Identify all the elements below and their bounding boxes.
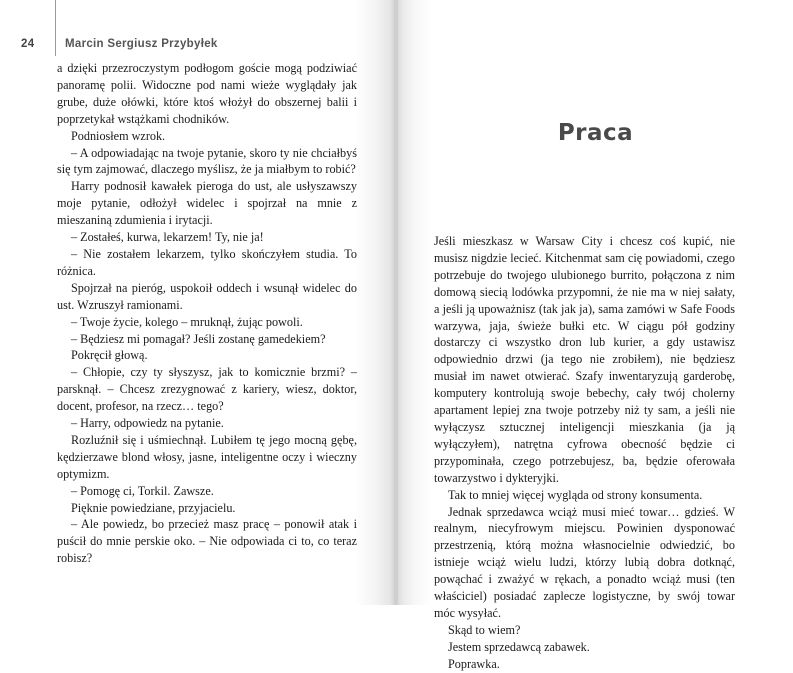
paragraph: – Ale powiedz, bo przecież masz pracę – ponowił atak i puścił do mnie perskie oko. – Nie odpowiada ci to, co teraz robisz?: [57, 517, 357, 566]
paragraph: – Zostałeś, kurwa, lekarzem! Ty, nie ja!: [71, 230, 264, 245]
paragraph: Poprawka.: [448, 656, 500, 671]
paragraph: Harry podnosił kawałek pieroga do ust, ale usłyszawszy moje pytanie, odłożył widelec i spojrzał na mnie z mieszaniną zdumienia i irytacji.: [57, 179, 357, 228]
paragraph: Jednak sprzedawca wciąż musi mieć towar… gdzieś. W realnym, niecyfrowym miejscu. Powinien dysponować przestrzenią, którą można własnocielnie odwiedzić, bo istnieje wciąż wielu ludzi, którzy lubią dobra dotknąć, powąchać i zważyć w rękach, a ponadto wciąż musi (ten właściciel) posiadać zaplecze logistyczne, by swój towar móc wysyłać.: [434, 504, 735, 620]
paragraph: Skąd to wiem?: [448, 622, 521, 637]
paragraph: Pokręcił głową.: [71, 348, 148, 363]
paragraph: – Twoje życie, kolego – mruknął, żując powoli.: [71, 314, 303, 329]
paragraph: Jestem sprzedawcą zabawek.: [448, 639, 590, 654]
page-number: 24: [21, 38, 35, 50]
paragraph: Podniosłem wzrok.: [71, 128, 166, 143]
paragraph: – A odpowiadając na twoje pytanie, skoro ty nie chciałbyś się tym zajmować, dlaczego myślisz, że ja miałbym to robić?: [57, 145, 357, 177]
left-page: [0, 0, 394, 605]
paragraph: Rozluźnił się i uśmiechnął. Lubiłem tę jego mocną gębę, kędzierzawe blond włosy, jasne, inteligentne oczy i wieczny optymizm.: [57, 432, 357, 481]
paragraph: – Nie zostałem lekarzem, tylko skończyłem studia. To różnica.: [57, 246, 357, 278]
right-body-text: [434, 233, 735, 673]
paragraph: Tak to mniej więcej wygląda od strony konsumenta.: [448, 487, 703, 502]
paragraph: Pięknie powiedziane, przyjacielu.: [71, 500, 236, 515]
paragraph: – Chłopie, czy ty słyszysz, jak to komicznie brzmi? – parsknął. – Chcesz zrezygnować z kariery, wiesz, doktor, docent, profesor, na rzecz… tego?: [57, 365, 357, 414]
paragraph: Jeśli mieszkasz w Warsaw City i chcesz coś kupić, nie musisz nigdzie lecieć. Kitchenmat sam cię powiadomi, czego potrzebuje do twojego ulubionego burrito, połączona z nim domową siecią lodówka przypomni, że nie ma w niej sałaty, a jeśli ją upoważnisz (tak jak ja), sama zamówi w Safe Foods warzywa, jaja, świeże bułki etc. W ciągu pół godziny dostarczy ci wszystko dron lub kurier, a gdy ustawisz odpowiednio drzwi (ja tego nie zrobiłem), nie będziesz musiał im nawet otwierać. Szafy inwentaryzują garderobę, komputery kontrolują swoje bebechy, cały twój cholerny apartament lepiej zna twoje potrzeby niż ty sam, a jeśli nie wyłączysz sztucznej inteligencji mieszkania (ja ją wyłączyłem), natrętna cyfrowa obecność będzie ci przypominała, czego potrzebujesz, ba, będzie oferowała towarzystwo i dykteryjki.: [434, 234, 735, 485]
left-body-text: [57, 60, 357, 567]
paragraph: – Będziesz mi pomagał? Jeśli zostanę gamedekiem?: [71, 331, 326, 346]
paragraph: – Harry, odpowiedz na pytanie.: [71, 416, 224, 431]
paragraph: Spojrzał na pieróg, uspokoił oddech i wsunął widelec do ust. Wzruszył ramionami.: [57, 280, 357, 312]
paragraph: – Pomogę ci, Torkil. Zawsze.: [71, 483, 214, 498]
running-head-author: Marcin Sergiusz Przybyłek: [65, 38, 218, 50]
paragraph: a dzięki przezroczystym podłogom goście mogą podziwiać panoramę polii. Widoczne pod nami wieże wyglądały jak grube, duże ołówki, które ktoś włożył do obszernej balii i poprzetykał wstążkami chodników.: [57, 61, 357, 126]
right-page: [398, 0, 793, 671]
header-rule: [55, 0, 56, 56]
chapter-title: Praca: [557, 120, 634, 146]
